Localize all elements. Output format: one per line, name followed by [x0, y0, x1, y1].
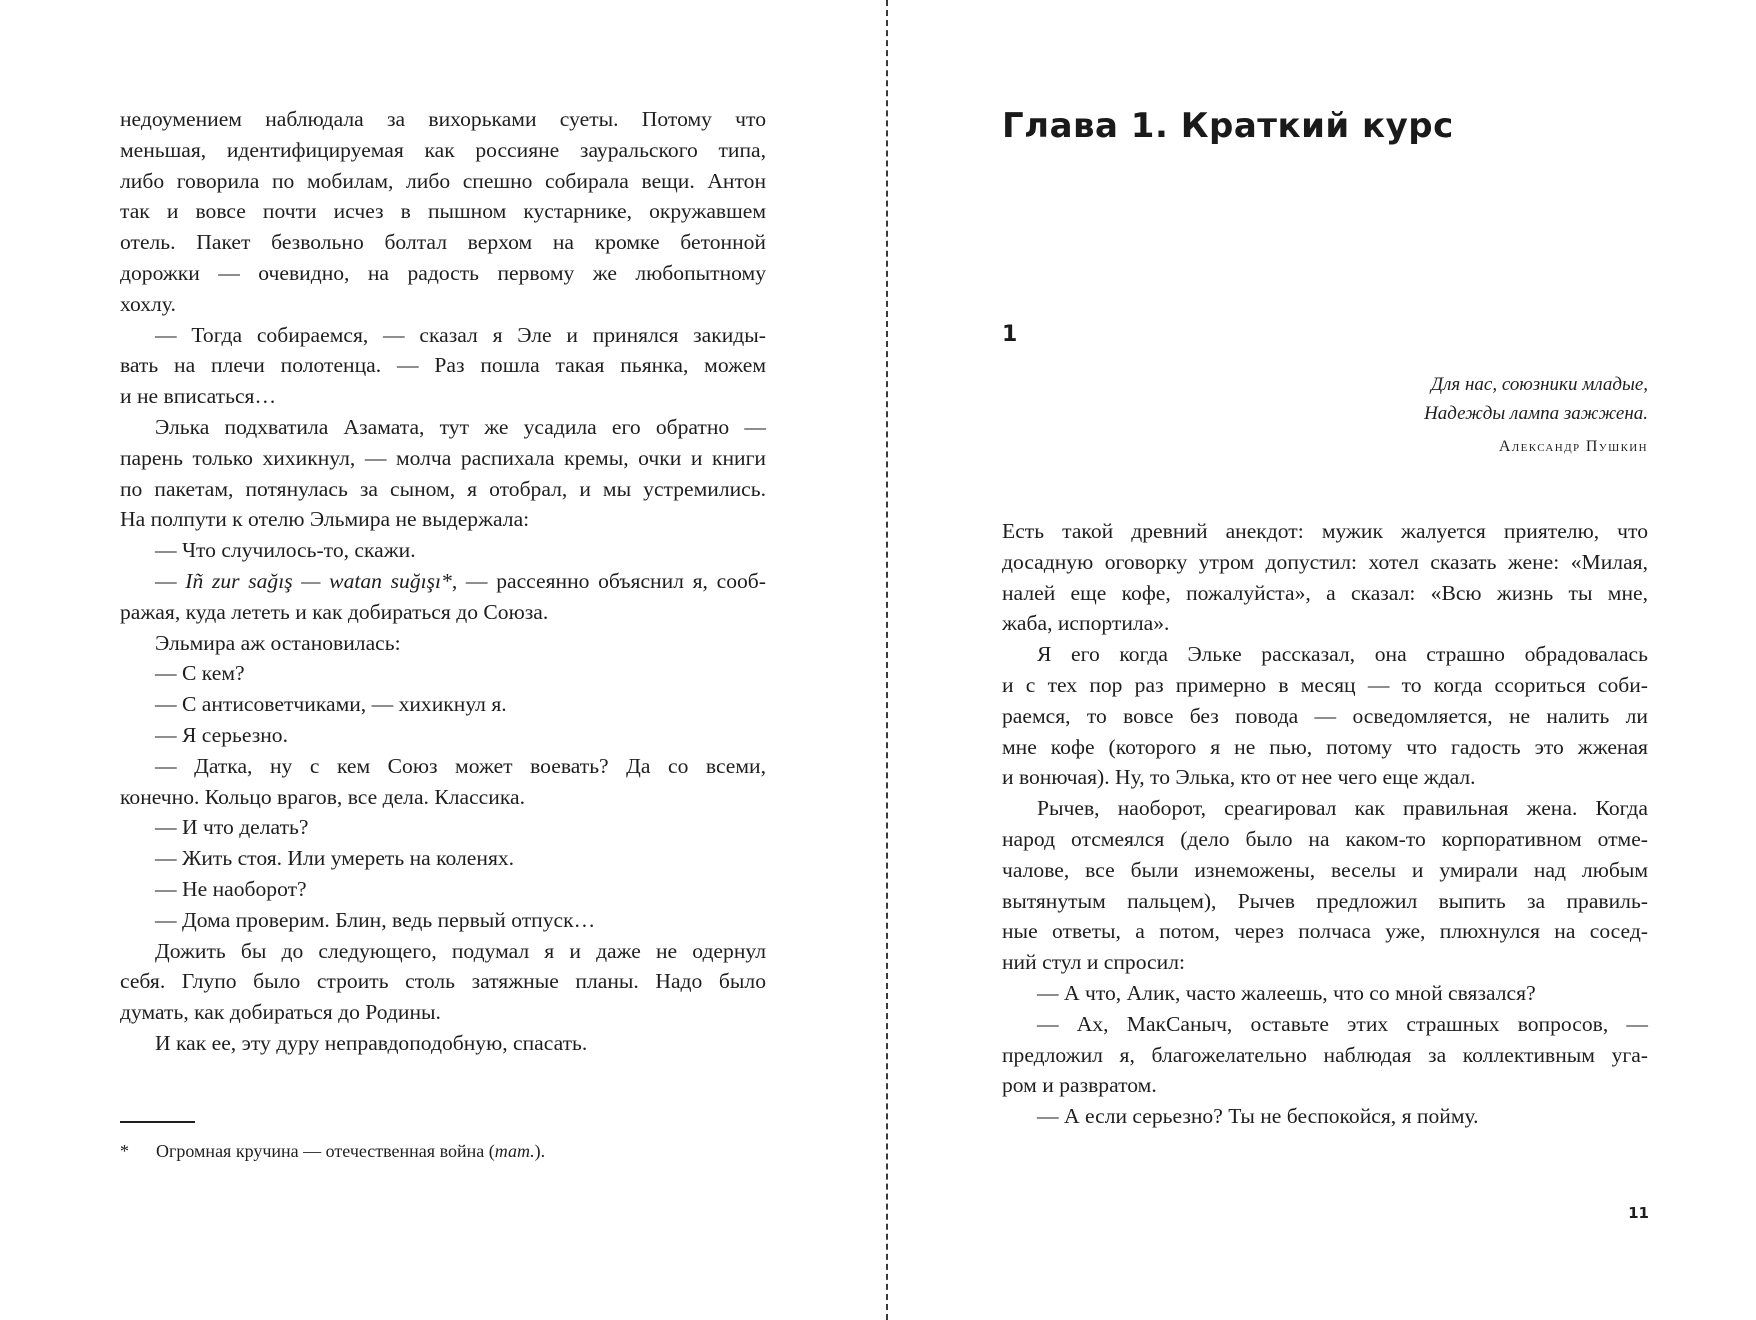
left-page-line: — Iñ zur sağış — watan suğışı*, — рассеянно объяснил я, сооб- — [155, 568, 766, 593]
page-number: 11 — [1628, 1204, 1649, 1222]
epigraph — [1424, 370, 1648, 428]
left-page-line: вать на плечи полотенца. — Раз пошла такая пьянка, можем — [120, 353, 766, 378]
left-page-line: Эльмира аж остановилась: — [155, 630, 401, 655]
left-page-line: дорожки — очевидно, на радость первому же любопытному — [120, 260, 766, 285]
left-page-text — [120, 104, 766, 1059]
left-page-line: думать, как добираться до Родины. — [120, 1000, 441, 1025]
right-page-line: мне кофе (которого я не пью, потому что гадость это жженая — [1002, 734, 1648, 759]
right-page-line: предложил я, благожелательно наблюдая за коллективным уга- — [1002, 1042, 1648, 1067]
epigraph-author: Александр Пушкин — [1498, 438, 1648, 455]
left-page-line: — Не наоборот? — [155, 876, 307, 901]
right-page-line: раемся, то вовсе без повода — осведомляется, не налить ли — [1002, 703, 1648, 728]
footnote — [120, 1139, 545, 1163]
left-page-line: — Что случилось-то, скажи. — [155, 538, 416, 563]
right-page-line: ний стул и спросил: — [1002, 950, 1185, 975]
right-page-line: народ отсмеялся (дело было на каком-то корпоративном отме- — [1002, 826, 1648, 851]
left-page-line: по пакетам, потянулась за сыном, я отобрал, и мы устремились. — [120, 476, 766, 501]
right-page-line: Я его когда Эльке рассказал, она страшно обрадовалась — [1037, 642, 1648, 667]
right-page-line: Рычев, наоборот, среагировал как правильная жена. Когда — [1037, 796, 1648, 821]
left-page-line: И как ее, эту дуру неправдоподобную, спасать. — [155, 1030, 588, 1055]
tatar-quote: Iñ zur sağış — watan suğışı* — [185, 568, 452, 593]
right-page-line: вытянутым пальцем), Рычев предложил выпить за правиль- — [1002, 888, 1648, 913]
left-page-line: и не вписаться… — [120, 384, 277, 409]
footnote-text-italic: тат. — [494, 1141, 535, 1161]
page-fold-divider — [886, 0, 888, 1320]
left-page-line: — Дома проверим. Блин, ведь первый отпуск… — [155, 907, 596, 932]
right-page-line: ные ответы, а потом, через полчаса уже, плюхнулся на сосед- — [1002, 919, 1648, 944]
right-page-text — [1002, 516, 1648, 1132]
epigraph-line-2: Надежды лампа зажжена. — [1424, 403, 1648, 424]
footnote-rule — [120, 1121, 195, 1123]
left-page-line: меньшая, идентифицируемая как россияне зауральского типа, — [120, 137, 766, 162]
left-page-line: хохлу. — [120, 291, 176, 316]
right-page-line: чалове, все были изнеможены, веселы и умирали над любым — [1002, 857, 1648, 882]
left-page-line: На полпути к отелю Эльмира не выдержала: — [120, 507, 530, 532]
left-page-line: — Я серьезно. — [155, 722, 288, 747]
left-page-line: Элька подхватила Азамата, тут же усадила его обратно — — [155, 414, 766, 439]
right-page-line: налей еще кофе, пожалуйста», а сказал: «Всю жизнь ты мне, — [1002, 580, 1648, 605]
epigraph-line-1: Для нас, союзники младые, — [1431, 374, 1648, 395]
footnote-text-after: ). — [534, 1141, 546, 1161]
left-page-line: себя. Глупо было строить столь затяжные планы. Надо было — [120, 969, 766, 994]
left-page-line: — И что делать? — [155, 815, 309, 840]
right-page-line: и вонючая). Ну, то Элька, кто от нее чего еще ждал. — [1002, 765, 1476, 790]
right-page-line: — Ах, МакСаныч, оставьте этих страшных вопросов, — — [1037, 1011, 1648, 1036]
left-page-line: — Датка, ну с кем Союз может воевать? Да со всеми, — [155, 753, 766, 778]
left-page-line: — Жить стоя. Или умереть на коленях. — [155, 846, 515, 871]
right-page-line: ром и развратом. — [1002, 1073, 1157, 1098]
left-page-line: отель. Пакет безвольно болтал верхом на кромке бетонной — [120, 230, 766, 255]
right-page-line: жаба, испортила». — [1002, 611, 1170, 636]
left-page-line: так и вовсе почти исчез в пышном кустарнике, окружавшем — [120, 199, 766, 224]
right-page-line: — А что, Алик, часто жалеешь, что со мной связался? — [1037, 980, 1536, 1005]
left-page-line: либо говорила по мобилам, либо спешно собирала вещи. Антон — [120, 168, 766, 193]
left-page-line: — С антисоветчиками, — хихикнул я. — [155, 692, 507, 717]
chapter-title: Глава 1. Краткий курс — [1002, 106, 1454, 146]
right-page-line: и с тех пор раз примерно в месяц — то когда ссориться соби- — [1002, 672, 1648, 697]
right-page-line: досадную оговорку утром допустил: хотел сказать жене: «Милая, — [1002, 549, 1648, 574]
left-page-line: — С кем? — [155, 661, 245, 686]
left-page-line: конечно. Кольцо врагов, все дела. Классика. — [120, 784, 525, 809]
right-page-line: Есть такой древний анекдот: мужик жалуется приятелю, что — [1002, 519, 1648, 543]
left-page-line: ражая, куда лететь и как добираться до Союза. — [120, 599, 549, 624]
section-number: 1 — [1002, 322, 1018, 347]
left-page-line: парень только хихикнул, — молча распихала кремы, очки и книги — [120, 445, 766, 470]
right-page-line: — А если серьезно? Ты не беспокойся, я пойму. — [1037, 1104, 1479, 1129]
footnote-mark: * — [120, 1141, 129, 1161]
left-page-line: — Тогда собираемся, — сказал я Эле и принялся закиды- — [155, 322, 766, 347]
footnote-text-before: Огромная кручина — отечественная война ( — [156, 1141, 495, 1161]
left-page-line: недоумением наблюдала за вихорьками суеты. Потому что — [120, 107, 766, 131]
left-page-line: Дожить бы до следующего, подумал я и даже не одернул — [155, 938, 766, 963]
